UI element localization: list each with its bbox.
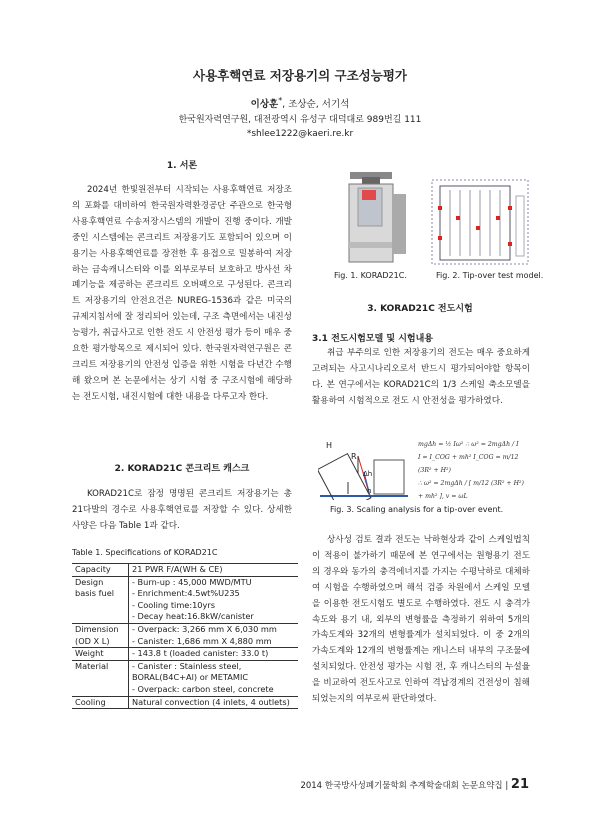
table-value-cell: - 143.8 t (loaded canister: 33.0 t) xyxy=(129,648,299,661)
coauthors: , 조상순, 서기석 xyxy=(282,99,350,111)
equation-1: mgΔh = ½ Iω² ∴ ω² = 2mgΔh / I xyxy=(418,441,519,448)
intro-heading: 1. 서론 xyxy=(166,161,198,171)
table-row xyxy=(72,660,298,672)
tipover-model-figure xyxy=(430,176,530,266)
table-row xyxy=(72,636,298,648)
table-key-cell: Capacity xyxy=(72,564,129,577)
table-key-cell: Dimension xyxy=(72,623,129,635)
email: *shlee1222@kaeri.re.kr xyxy=(246,129,354,139)
table-value-cell: Natural convection (4 inlets, 4 outlets) xyxy=(129,696,299,709)
table-value-cell: - Overpack: 3,266 mm X 6,030 mm xyxy=(129,623,299,635)
cask-paragraph: KORAD21C로 잠정 명명된 콘크리트 저장용기는 총 21다발의 경수로 사용후핵연료를 저장할 수 있다. 상세한 사양은 다음 Table 1과 같다. xyxy=(72,489,292,531)
table-row xyxy=(72,648,298,661)
equations-block xyxy=(418,438,530,503)
equation-2: I = I_COG + mh² I_COG = m/12 (3R² + H²) xyxy=(418,454,519,474)
table-row xyxy=(72,600,298,612)
subsection-heading: 3.1 전도시험모델 및 시험내용 xyxy=(312,334,433,344)
paper-title: 사용후핵연료 저장용기의 구조성능평가 xyxy=(193,68,407,83)
lead-author: 이상훈 xyxy=(250,99,279,111)
diagram-label-h: h xyxy=(367,487,372,495)
table-row xyxy=(72,623,298,635)
tipover-heading: 3. KORAD21C 전도시험 xyxy=(367,304,473,314)
cask-drawing xyxy=(340,172,410,264)
table-key-cell xyxy=(72,611,129,623)
table-key-cell xyxy=(72,672,129,684)
table-row xyxy=(72,564,298,577)
tipover-model-drawing xyxy=(430,176,530,266)
table-value-cell: - Cooling time:10yrs xyxy=(132,599,215,610)
table-value-cell: - Overpack: carbon steel, concrete xyxy=(132,683,274,694)
table-row xyxy=(72,684,298,696)
fig2-caption: Fig. 2. Tip-over test model. xyxy=(436,271,544,280)
cask-heading: 2. KORAD21C 콘크리트 캐스크 xyxy=(114,464,250,474)
table-row xyxy=(72,576,298,588)
table-value-cell: - Burn-up : 45,000 MWD/MTU xyxy=(129,576,299,588)
table-row xyxy=(72,611,298,623)
table-key-cell xyxy=(72,684,129,696)
table-row xyxy=(72,696,298,709)
diagram-label-R: R xyxy=(351,452,357,461)
table-key-cell: Material xyxy=(72,660,129,672)
table-key-cell: Design xyxy=(72,576,129,588)
table-value-cell: - Decay heat:16.8kW/canister xyxy=(132,611,254,622)
fig3-caption: Fig. 3. Scaling analysis for a tip-over event. xyxy=(330,505,504,514)
table-key-cell: (OD X L) xyxy=(72,636,129,648)
affiliation: 한국원자력연구원, 대전광역시 유성구 대덕대로 989번길 111 xyxy=(178,115,422,125)
table-value-cell: - Canister : Stainless steel, xyxy=(129,660,299,672)
table-value-cell: - Enrichment:4.5wt%U235 xyxy=(132,588,240,599)
diagram-label-H: H xyxy=(326,441,333,450)
table-key-cell: Weight xyxy=(72,648,129,661)
table-caption: Table 1. Specifications of KORAD21C xyxy=(72,548,218,557)
equation-3: ∴ ω² = 2mgΔh / [ m/12 (3R² + H²) + mh² ], v = ωL xyxy=(418,480,524,500)
table-key-cell: Cooling xyxy=(72,696,129,709)
table-row xyxy=(72,588,298,600)
fig1-caption: Fig. 1. KORAD21C. xyxy=(334,271,407,280)
table-value-cell: 21 PWR F/A(WH & CE) xyxy=(129,564,299,577)
intro-paragraph: 2024년 한빛원전부터 시작되는 사용후핵연료 저장조의 포화를 대비하여 한국원자력환경공단 주관으로 한국형 사용후핵연료 수송저장시스템의 개발이 진행 중이다. 개발 중인 시스템에는 콘크리트 저장용기도 포함되어 있으며 이 용기는 사용후핵연료를 장전한 후 용접으로 밀봉하여 저장하는 금속캐니스터와 이를 외부로부터 보호하고 방사선 차폐기능을 제공하는 콘크리트 오버팩으로 구성된다. 콘크리트 저장용기의 안전요건은 NUREG-1536과 같은 미국의 규제지침서에 잘 정리되어 있는데, 구조 측면에서는 내진성능평가, 취급사고로 인한 전도 시 안전성 평가 등이 매우 중요한 평가항목으로 제시되어 있다. 한국원자력연구원은 콘크리트 저장용기의 안전성 입증을 위한 시험을 다년간 수행해 왔으며 본 논문에서는 상기 시험 중 구조시험에 해당하는 전도시험, 내진시험에 대한 내용을 다루고자 한다. xyxy=(72,185,292,402)
test-paragraph-2: 상사성 검토 결과 전도는 낙하현상과 같이 스케일법칙이 적용이 불가하기 때문에 본 연구에서는 원형용기 전도의 경우와 동가의 충격에너지를 가지는 수평낙하로 대체하여 시험을 수행하였으며 해석 검증 차원에서 스케일 모델을 이용한 전도시험도 별도로 수행하였다. 전도 시 충격가속도와 용기 내, 외부의 변형률을 측정하기 위하여 5개의 가속도계와 32개의 변형률계가 설치되었다. 이 중 2개의 가속도계와 12개의 변형률계는 캐니스터 내부의 구조물에 설치되었다. 안전성 평가는 시험 전, 후 캐니스터의 누설율을 비교하여 전도사고로 인하여 격납경계의 건전성이 침해되었는지의 여부로써 판단하였다. xyxy=(312,535,530,705)
table-key-cell: basis fuel xyxy=(72,588,129,600)
page-number: 21 xyxy=(510,777,529,792)
test-paragraph: 취급 부주의로 인한 저장용기의 전도는 매우 중요하게 고려되는 사고시나리오로서 반드시 평가되어야할 항목이다. 본 연구에서는 KORAD21C의 1/3 스케일 축소모델을 활용하여 시험적으로 전도 시 안전성을 평가하였다. xyxy=(312,348,530,406)
corresponding-mark: * xyxy=(278,96,283,105)
table-key-cell xyxy=(72,600,129,612)
table-value-cell: BORAL(B4C+Al) or METAMIC xyxy=(132,672,249,683)
footer-text: 2014 한국방사성폐기물학회 추계학술대회 논문요약집 | xyxy=(300,781,509,791)
author-line xyxy=(0,96,600,110)
table-value-cell: - Canister: 1,686 mm X 4,880 mm xyxy=(132,635,272,646)
diagram-label-dh: Δh xyxy=(363,470,373,478)
page-footer xyxy=(300,777,529,792)
spec-table xyxy=(72,563,298,709)
table-row xyxy=(72,672,298,684)
cask-figure xyxy=(340,172,410,264)
